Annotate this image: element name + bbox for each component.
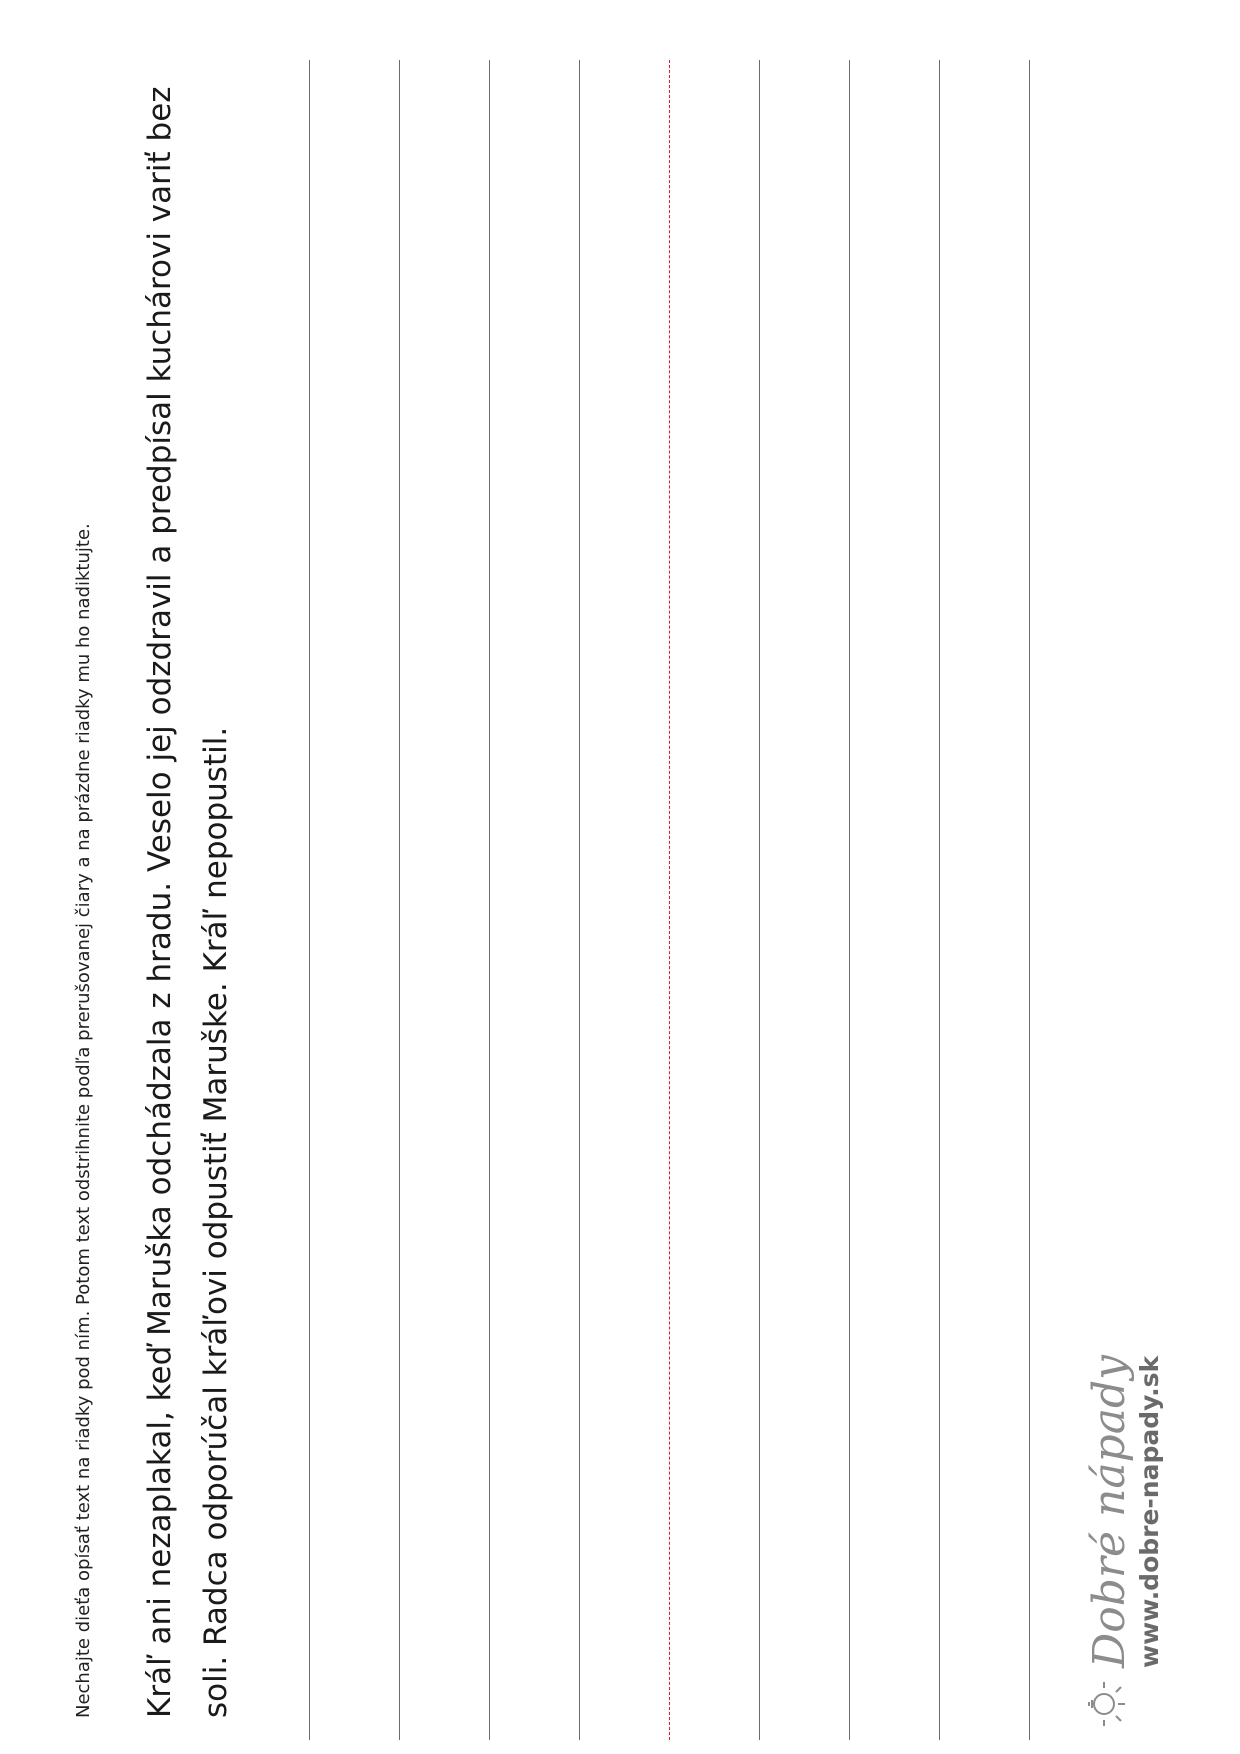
lightbulb-icon	[1072, 1668, 1130, 1738]
writing-line-3	[489, 60, 490, 1740]
writing-line-4	[579, 60, 580, 1740]
instruction-text: Nechajte dieťa opísať text na riadky pod ním. Potom text odstrihnite podľa prerušovanej čiary a na prázdne riadky mu ho nadiktujte.	[73, 523, 94, 1718]
writing-line-8	[1029, 60, 1030, 1740]
logo-url: www.dobre-napady.sk	[1135, 1355, 1164, 1668]
writing-line-2	[399, 60, 400, 1740]
writing-line-1	[309, 60, 310, 1740]
cut-line	[669, 60, 670, 1740]
copy-text-line-1: Kráľ ani nezaplakal, keď Maruška odchádzala z hradu. Veselo jej odzdravil a predpísal kuchárovi variť bez	[142, 86, 178, 1718]
writing-line-6	[849, 60, 850, 1740]
writing-line-7	[939, 60, 940, 1740]
writing-line-5	[759, 60, 760, 1740]
copy-text-line-2: soli. Radca odporúčal kráľovi odpustiť Maruške. Kráľ nepopustil.	[198, 726, 234, 1718]
logo-brand: Dobré nápady	[1084, 1355, 1135, 1668]
